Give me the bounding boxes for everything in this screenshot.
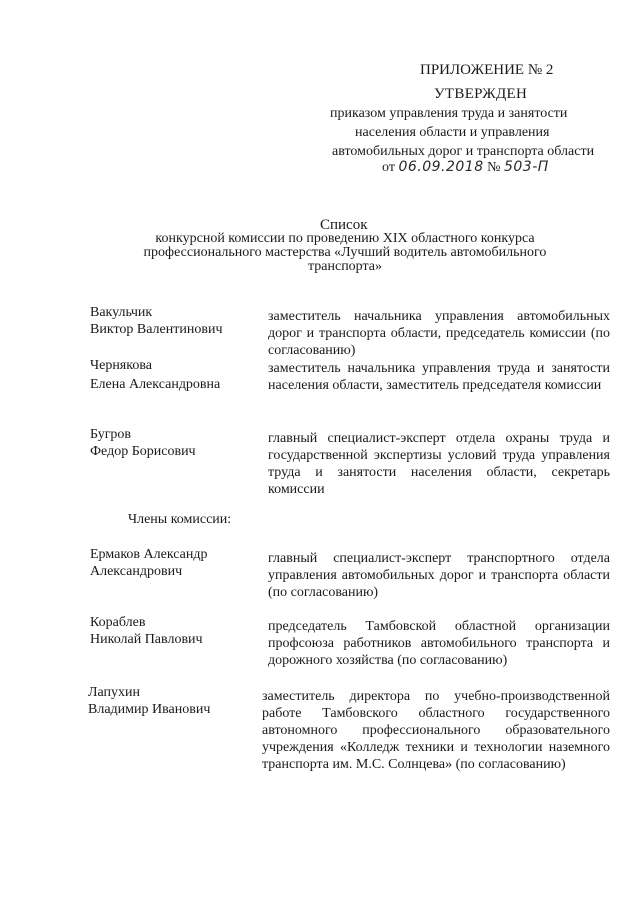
member-surname: Вакульчик — [90, 305, 153, 320]
member-surname: Лапухин — [88, 685, 141, 700]
order-date-handwritten: 06.09.2018 — [398, 159, 484, 175]
member-name — [88, 684, 210, 718]
subtitle-line-1: конкурсной комиссии по проведению XIX областного конкурса — [155, 231, 535, 246]
member-given-names: Федор Борисович — [90, 444, 196, 459]
order-number-sign: № — [487, 160, 501, 175]
order-from-label: от — [382, 160, 395, 175]
member-given-names: Николай Павлович — [90, 632, 203, 647]
member-name — [90, 357, 220, 393]
members-heading: Члены комиссии: — [128, 512, 232, 527]
member-surname: Бугров — [90, 427, 132, 442]
document-subtitle — [110, 232, 580, 274]
member-surname: Ермаков Александр — [90, 547, 208, 562]
member-given-names: Виктор Валентинович — [90, 322, 223, 337]
order-line-1: приказом управления труда и занятости — [330, 106, 568, 121]
member-role: главный специалист-эксперт отдела охраны труда и государственной экспертизы условий труда управления труда и занятости населения области, секретарь комиссии — [268, 431, 610, 497]
member-name — [90, 304, 223, 338]
order-number-handwritten: 503-П — [503, 159, 549, 175]
order-line-2: населения области и управления — [355, 125, 550, 140]
order-date-line — [382, 159, 549, 176]
member-role: председатель Тамбовской областной организации профсоюза работников автомобильного транспорта и дорожного хозяйства (по согласованию) — [268, 619, 610, 668]
order-line-3: автомобильных дорог и транспорта области — [332, 144, 595, 159]
member-role: заместитель начальника управления автомобильных дорог и транспорта области, председатель комиссии (по согласованию) — [268, 309, 610, 358]
document-title: Список — [320, 217, 368, 233]
member-surname: Кораблев — [90, 615, 146, 630]
member-role: заместитель директора по учебно-производственной работе Тамбовского областного государственного автономного профессионального образовательного учреждения «Колледж техники и технологии наземного транспорта им. М.С. Солнцева» (по согласованию) — [262, 689, 610, 772]
member-role: главный специалист-эксперт транспортного отдела управления автомобильных дорог и транспорта области (по согласованию) — [268, 551, 610, 600]
member-name — [90, 546, 208, 580]
member-name — [90, 614, 203, 648]
member-surname: Чернякова — [90, 358, 152, 373]
member-name — [90, 426, 196, 460]
subtitle-line-2: профессионального мастерства «Лучший водитель автомобильного — [143, 245, 547, 260]
member-given-names: Владимир Иванович — [88, 702, 211, 717]
member-given-names: Александрович — [90, 564, 183, 579]
member-given-names: Елена Александровна — [90, 377, 221, 392]
member-role: заместитель начальника управления труда и занятости населения области, заместитель председателя комиссии — [268, 361, 610, 393]
approved-label: УТВЕРЖДЕН — [434, 86, 528, 102]
subtitle-line-3: транспорта» — [307, 259, 383, 274]
appendix-label: ПРИЛОЖЕНИЕ № 2 — [420, 62, 554, 78]
